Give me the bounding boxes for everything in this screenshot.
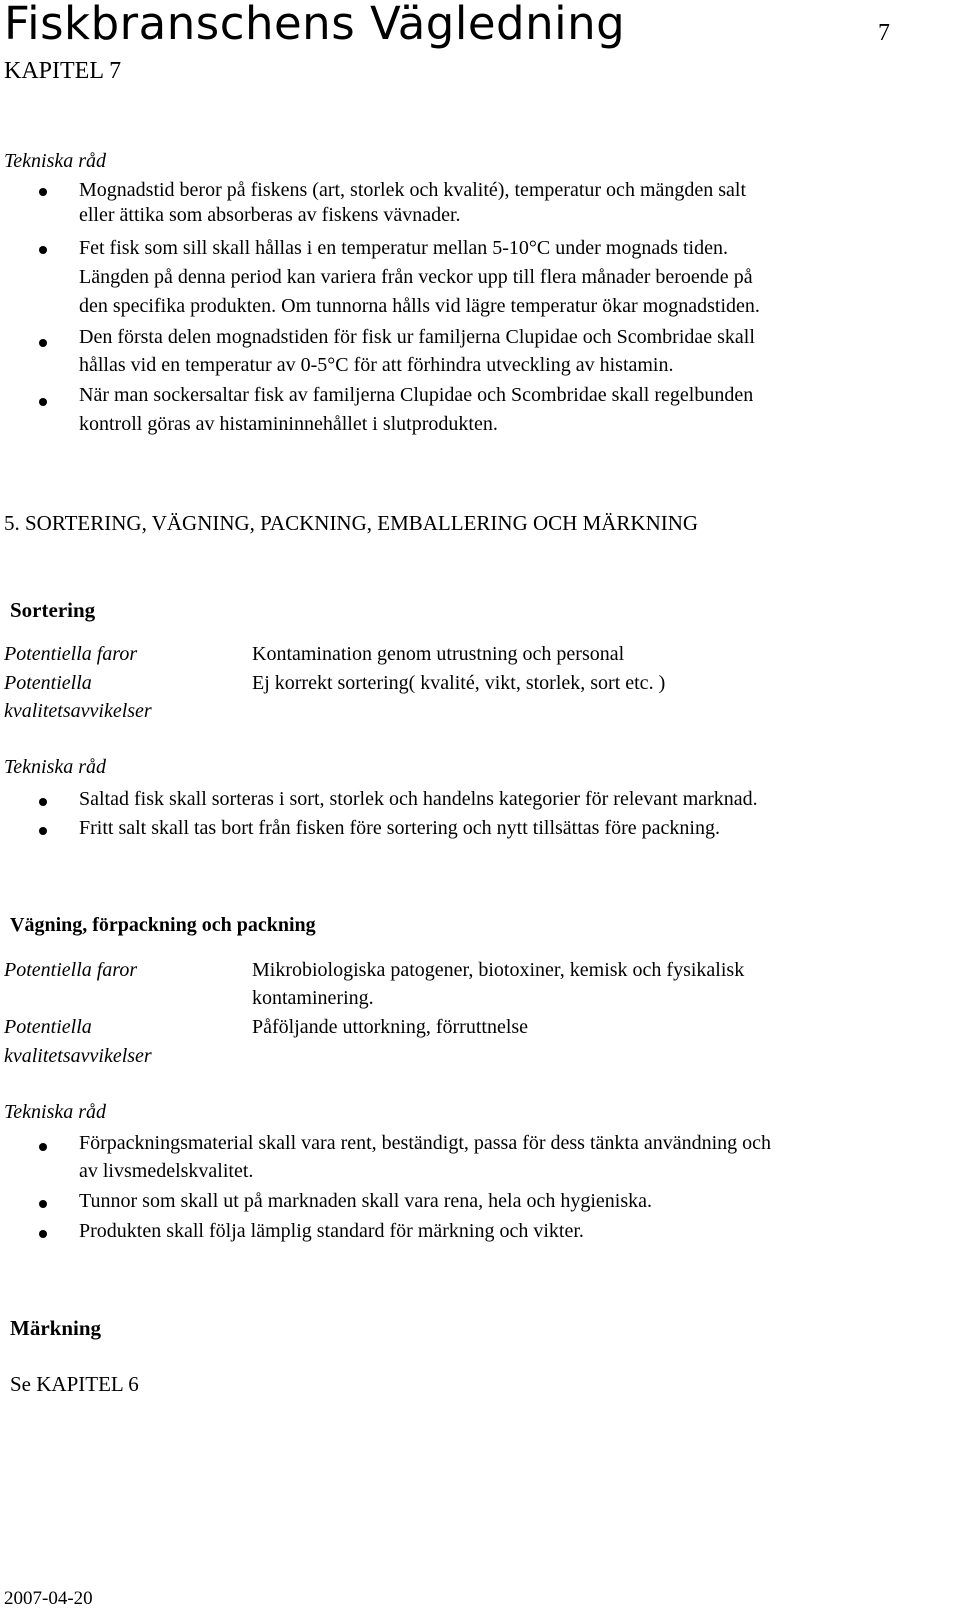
bullet-dot <box>39 188 47 196</box>
section-heading: 5. SORTERING, VÄGNING, PACKNING, EMBALLERING OCH MÄRKNING <box>4 511 699 535</box>
kvalitetsavvikelser-value: Ej korrekt sortering( kvalité, vikt, storlek, sort etc. ) <box>252 672 666 694</box>
bullet-line: Förpackningsmaterial skall vara rent, beständigt, passa för dess tänkta användning och <box>79 1132 772 1154</box>
bullet-line: Fritt salt skall tas bort från fisken före sortering och nytt tillsättas före packning. <box>79 817 720 839</box>
bullet-line: Tunnor som skall ut på marknaden skall vara rena, hela och hygieniska. <box>79 1190 653 1212</box>
bullet-line: Den första delen mognadstiden för fisk ur familjerna Clupidae och Scombridae skall <box>79 326 755 348</box>
vagning-heading: Vägning, förpackning och packning <box>10 914 316 936</box>
kvalitetsavvikelser-label: Potentiella <box>4 672 92 694</box>
tekniska-rad-heading: Tekniska råd <box>4 150 107 172</box>
document-title: Fiskbranschens Vägledning <box>4 0 626 50</box>
markning-heading: Märkning <box>10 1316 102 1340</box>
sortering-heading: Sortering <box>10 598 96 622</box>
bullet-line: Produkten skall följa lämplig standard för märkning och vikter. <box>79 1220 584 1242</box>
bullet-dot <box>39 398 47 406</box>
bullet-line: av livsmedelskvalitet. <box>79 1160 254 1182</box>
kvalitetsavvikelser-value: Påföljande uttorkning, förruttnelse <box>252 1016 529 1038</box>
markning-text: Se KAPITEL 6 <box>10 1372 139 1396</box>
chapter-label: KAPITEL 7 <box>4 58 122 84</box>
potentiella-faror-value: Mikrobiologiska patogener, biotoxiner, kemisk och fysikalisk <box>252 959 745 981</box>
bullet-dot <box>39 827 47 835</box>
potentiella-faror-label: Potentiella faror <box>4 959 138 981</box>
kvalitetsavvikelser-label: kvalitetsavvikelser <box>4 700 152 722</box>
bullet-dot <box>39 798 47 806</box>
bullet-dot <box>39 1230 47 1238</box>
page-number: 7 <box>878 20 890 46</box>
bullet-line: eller ättika som absorberas av fiskens vävnader. <box>79 204 461 226</box>
tekniska-rad-heading: Tekniska råd <box>4 1101 107 1123</box>
potentiella-faror-label: Potentiella faror <box>4 643 138 665</box>
bullet-line: hållas vid en temperatur av 0-5°C för att förhindra utveckling av histamin. <box>79 354 674 376</box>
tekniska-rad-heading: Tekniska råd <box>4 756 107 778</box>
bullet-line: Saltad fisk skall sorteras i sort, storlek och handelns kategorier för relevant marknad. <box>79 788 758 810</box>
bullet-line: Fet fisk som sill skall hållas i en temperatur mellan 5-10°C under mognads tiden. <box>79 237 728 259</box>
bullet-dot <box>39 1143 47 1151</box>
footer-date: 2007-04-20 <box>4 1588 93 1609</box>
kvalitetsavvikelser-label: Potentiella <box>4 1016 92 1038</box>
kvalitetsavvikelser-label: kvalitetsavvikelser <box>4 1045 152 1067</box>
bullet-line: den specifika produkten. Om tunnorna hålls vid lägre temperatur ökar mognadstiden. <box>79 295 760 317</box>
bullet-line: När man sockersaltar fisk av familjerna Clupidae och Scombridae skall regelbunden <box>79 384 754 406</box>
bullet-line: Mognadstid beror på fiskens (art, storlek och kvalité), temperatur och mängden salt <box>79 179 747 201</box>
potentiella-faror-value: Kontamination genom utrustning och personal <box>252 643 625 665</box>
bullet-dot <box>39 339 47 347</box>
bullet-line: kontroll göras av histamininnehållet i slutprodukten. <box>79 413 498 435</box>
potentiella-faror-value: kontaminering. <box>252 987 374 1009</box>
bullet-line: Längden på denna period kan variera från veckor upp till flera månader beroende på <box>79 266 753 288</box>
bullet-dot <box>39 1200 47 1208</box>
bullet-dot <box>39 246 47 254</box>
